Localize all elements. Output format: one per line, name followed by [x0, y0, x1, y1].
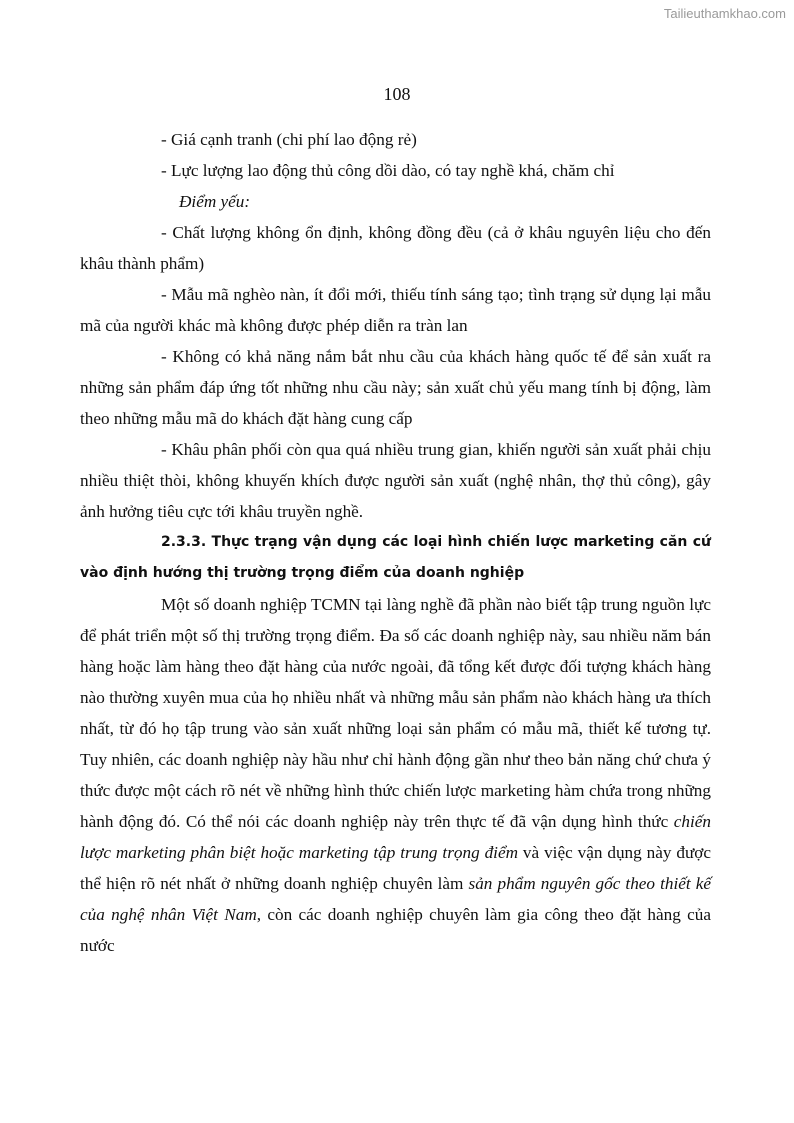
- bullet-item: - Chất lượng không ổn định, không đồng đều (cả ở khâu nguyên liệu cho đến khâu thành phẩm): [80, 223, 711, 273]
- body-paragraph: [80, 589, 711, 961]
- italic-phrase: chiến lược marketing phân biệt hoặc marketing tập trung trọng điểm: [80, 812, 711, 862]
- bullet-item: - Lực lượng lao động thủ công dồi dào, có tay nghề khá, chăm chỉ: [161, 161, 615, 180]
- section-heading: 2.3.3. Thực trạng vận dụng các loại hình chiến lược marketing căn cứ vào định hướng thị trường trọng điểm của doanh nghiệp: [80, 534, 711, 581]
- paragraph-text: và việc vận dụng này được thể hiện rõ nét nhất ở những doanh nghiệp chuyên làm: [80, 843, 711, 893]
- bullet-item: - Mẫu mã nghèo nàn, ít đổi mới, thiếu tính sáng tạo; tình trạng sử dụng lại mẫu mã của người khác mà không được phép diễn ra tràn lan: [80, 285, 711, 335]
- paragraph-text: Một số doanh nghiệp TCMN tại làng nghề đã phần nào biết tập trung nguồn lực để phát triển một số thị trường trọng điểm. Đa số các doanh nghiệp này, sau nhiều năm bán hàng hoặc làm hàng theo đặt hàng của nước ngoài, đã tổng kết được đối tượng khách hàng nào thường xuyên mua của họ nhiều nhất và những mẫu sản phẩm nào khách hàng ưa thích nhất, từ đó họ tập trung vào sản xuất những loại sản phẩm có mẫu mã, thiết kế tương tự. Tuy nhiên, các doanh nghiệp này hầu như chỉ hành động gần như theo bản năng chứ chưa ý thức được một cách rõ nét về những hình thức chiến lược marketing hàm chứa trong những hành động đó. Có thể nói các doanh nghiệp này trên thực tế đã vận dụng hình thức: [80, 595, 711, 831]
- section-label: Điểm yếu:: [179, 192, 251, 211]
- page-number: 108: [383, 84, 411, 104]
- italic-phrase: sản phẩm nguyên gốc theo thiết kế của nghệ nhân Việt Nam: [80, 874, 711, 924]
- bullet-item: - Giá cạnh tranh (chi phí lao động rẻ): [161, 130, 417, 149]
- watermark: Tailieuthamkhao.com: [663, 6, 786, 21]
- bullet-item: - Khâu phân phối còn qua quá nhiều trung gian, khiến người sản xuất phải chịu nhiều thiệt thòi, không khuyến khích được người sản xuất (nghệ nhân, thợ thủ công), gây ảnh hưởng tiêu cực tới khâu truyền nghề.: [80, 440, 711, 521]
- document-body: [80, 124, 711, 961]
- bullet-item: - Không có khả năng nắm bắt nhu cầu của khách hàng quốc tế để sản xuất ra những sản phẩm đáp ứng tốt những nhu cầu này; sản xuất chủ yếu mang tính bị động, làm theo những mẫu mã do khách đặt hàng cung cấp: [80, 347, 711, 428]
- paragraph-text: , còn các doanh nghiệp chuyên làm gia công theo đặt hàng của nước: [80, 905, 711, 955]
